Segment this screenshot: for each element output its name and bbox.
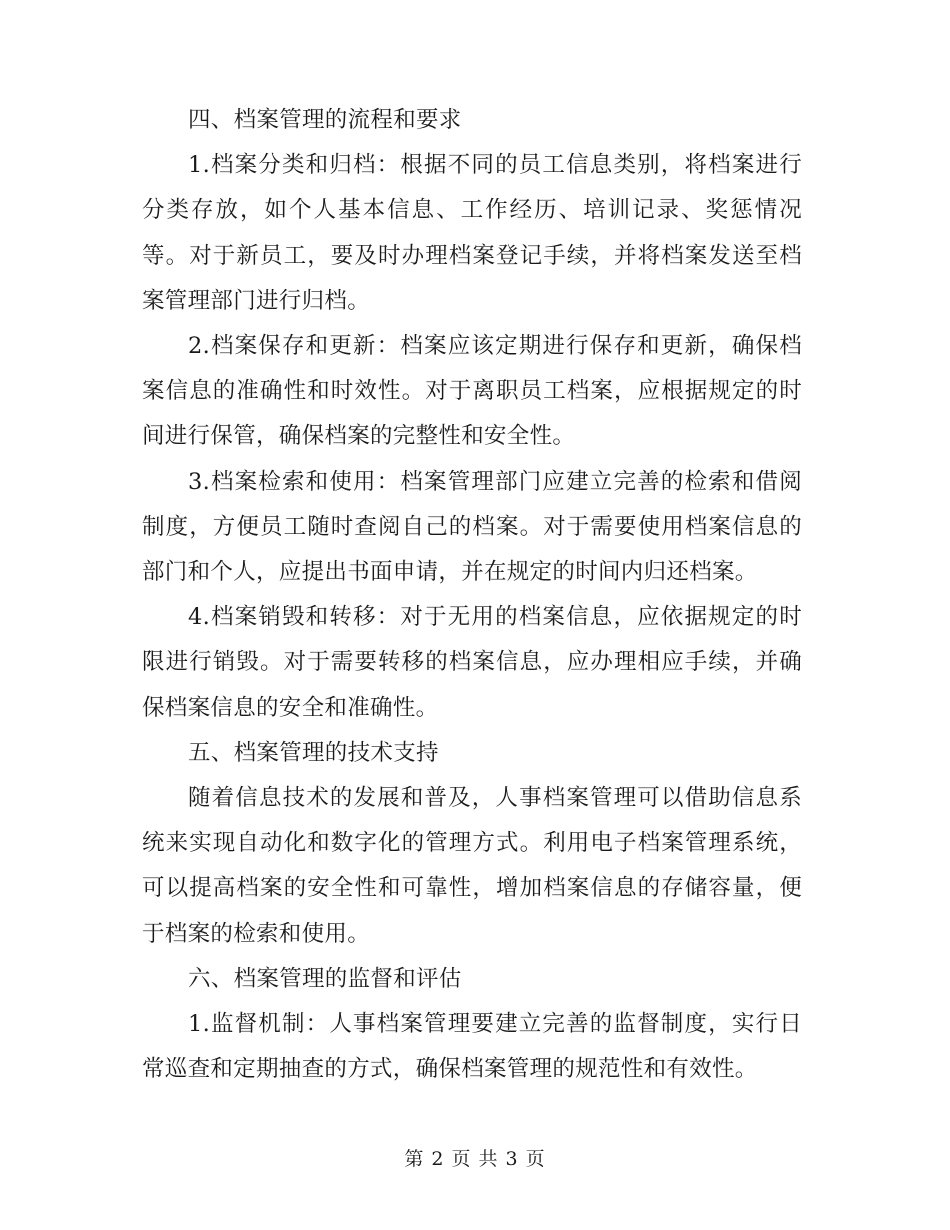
page-footer: 第 2 页 共 3 页 [404,1148,546,1170]
section-heading-5: 五、档案管理的技术支持 [188,739,439,766]
section-heading-4: 四、档案管理的流程和要求 [188,107,462,133]
paragraph-archive-storage: 2.档案保存和更新：档案应该定期进行保存和更新，确保档案信息的准确性和时效性。对于离职员工档案，应根据规定的时间进行保管，确保档案的完整性和安全性。 [142,333,802,450]
document-body [142,98,802,1092]
paragraph-supervision-mechanism: 1.监督机制：人事档案管理要建立完善的监督制度，实行日常巡查和定期抽查的方式，确保档案管理的规范性和有效性。 [142,1011,802,1083]
paragraph-technical-support: 随着信息技术的发展和普及，人事档案管理可以借助信息系统来实现自动化和数字化的管理方式。利用电子档案管理系统，可以提高档案的安全性和可靠性，增加档案信息的存储容量，便于档案的检索和使用。 [142,785,802,947]
paragraph-archive-destruction: 4.档案销毁和转移：对于无用的档案信息，应依据规定的时限进行销毁。对于需要转移的档案信息，应办理相应手续，并确保档案信息的安全和准确性。 [142,604,802,721]
section-heading-6: 六、档案管理的监督和评估 [188,965,462,992]
paragraph-archive-retrieval: 3.档案检索和使用：档案管理部门应建立完善的检索和借阅制度，方便员工随时查阅自己的档案。对于需要使用档案信息的部门和个人，应提出书面申请，并在规定的时间内归还档案。 [142,468,802,586]
paragraph-archive-classification: 1.档案分类和归档：根据不同的员工信息类别，将档案进行分类存放，如个人基本信息、工作经历、培训记录、奖惩情况等。对于新员工，要及时办理档案登记手续，并将档案发送至档案管理部门进行归档。 [142,152,802,314]
